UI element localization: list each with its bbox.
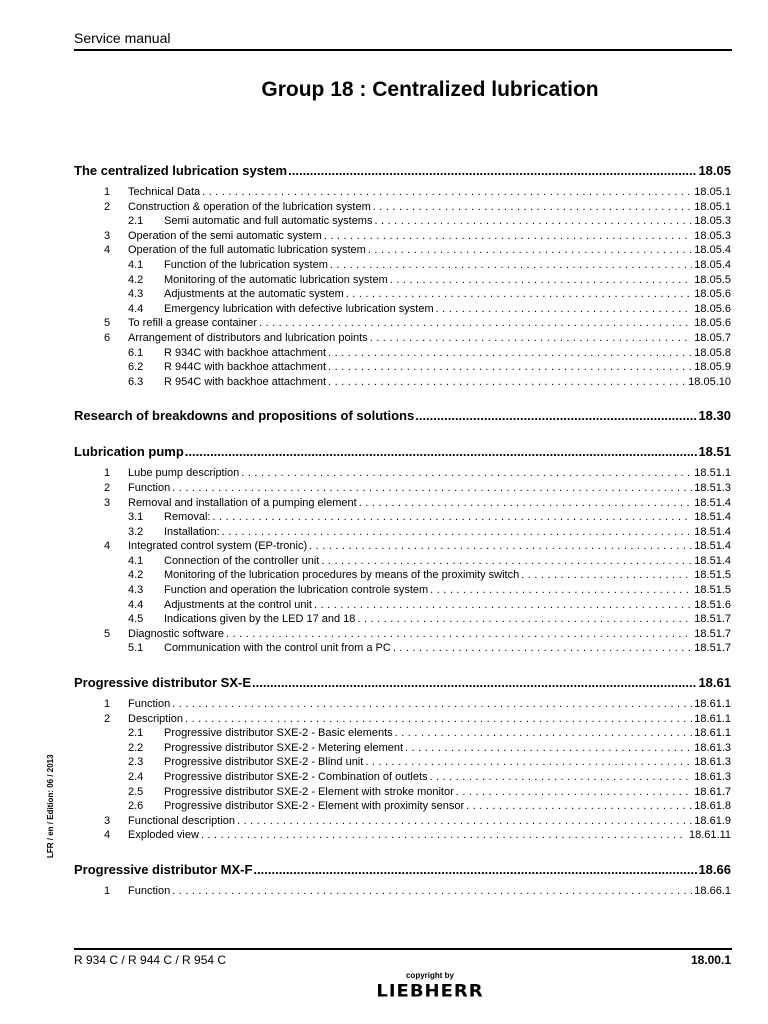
- dot-leader: [328, 375, 686, 390]
- toc-section: [74, 674, 731, 843]
- dot-leader: [321, 554, 692, 569]
- toc-entry-page: 18.61.3: [694, 741, 731, 754]
- toc-entry-title: Functional description: [128, 814, 236, 827]
- toc-entry[interactable]: [74, 481, 731, 496]
- dot-leader: [328, 346, 692, 361]
- toc-entry[interactable]: [74, 583, 731, 598]
- toc-entry-number: 3.1: [128, 511, 144, 524]
- toc-entry-page: 18.61.3: [694, 771, 731, 783]
- footer-rule: [74, 948, 732, 950]
- dot-leader: [185, 712, 692, 727]
- toc-entry-number: 5: [104, 627, 111, 640]
- toc-entry-page: 18.51.3: [694, 481, 731, 494]
- toc-entry-page: 18.05.6: [694, 302, 731, 315]
- toc-entry-title: Progressive distributor SXE-2 - Blind unit: [164, 756, 364, 769]
- dot-leader: [456, 785, 693, 800]
- dot-leader: [172, 884, 692, 899]
- dot-leader: [346, 287, 693, 302]
- toc-entry-title: Function: [128, 884, 171, 897]
- toc-entry-title: Description: [128, 712, 184, 725]
- toc-entry-page: 18.51.7: [694, 627, 731, 640]
- toc-entry-title: Lube pump description: [128, 467, 240, 480]
- toc-entry-number: 4.4: [128, 302, 144, 315]
- dot-leader: [395, 726, 693, 741]
- toc-entry-title: Adjustments at the automatic system: [164, 288, 344, 301]
- toc-entry-page: 18.05.4: [694, 244, 731, 257]
- toc-entry[interactable]: [74, 627, 731, 642]
- toc-entry-title: Integrated control system (EP-tronic): [128, 540, 308, 553]
- toc-entry-page: 18.05.1: [694, 200, 731, 213]
- toc-entry-number: 2.3: [128, 756, 144, 769]
- toc-entry-number: 3: [104, 229, 111, 242]
- toc-entry-title: Construction & operation of the lubrication system: [128, 200, 371, 213]
- toc-entry-title: Indications given by the LED 17 and 18: [164, 613, 356, 626]
- toc-entry-page: 18.51.5: [694, 584, 731, 597]
- toc-entry-number: 2.1: [128, 215, 144, 228]
- toc-entry-number: 4: [104, 244, 111, 257]
- toc-section: [74, 162, 731, 389]
- toc-entry-page: 18.05.10: [688, 375, 731, 388]
- toc-entry-title: To refill a grease container: [128, 317, 258, 330]
- dot-leader: [365, 755, 692, 770]
- toc-entry-number: 6.3: [128, 375, 144, 388]
- toc-entry-number: 1: [104, 698, 111, 711]
- toc-entry-number: 4.1: [128, 554, 144, 567]
- toc-section: [74, 407, 731, 425]
- toc-entry[interactable]: [74, 214, 731, 229]
- toc-entry-title: Progressive distributor SXE-2 - Element with stroke monitor: [164, 785, 454, 798]
- toc-entry-page: 18.51.4: [694, 525, 731, 538]
- toc-entry-number: 5: [104, 317, 111, 330]
- page-title: Group 18 : Centralized lubrication: [261, 78, 599, 101]
- toc-entry[interactable]: [74, 466, 731, 481]
- edition-note: LFR / en / Edition: 06 / 2013: [46, 754, 55, 858]
- toc-entry[interactable]: [74, 726, 731, 741]
- toc-entry-title: Arrangement of distributors and lubrication points: [128, 331, 368, 344]
- toc-section-heading[interactable]: [74, 162, 731, 180]
- toc-entry-title: Exploded view: [128, 829, 199, 842]
- toc-entry-page: 18.51.7: [694, 642, 731, 655]
- toc-entry-title: Diagnostic software: [128, 627, 224, 640]
- toc-entry-number: 4.3: [128, 584, 144, 597]
- dot-leader: [253, 861, 697, 879]
- dot-leader: [466, 799, 692, 814]
- dot-leader: [370, 331, 693, 346]
- toc-entry-title: Operation of the full automatic lubrication system: [128, 244, 366, 257]
- toc-entry-number: 2.1: [128, 727, 144, 740]
- toc-section-heading[interactable]: [74, 861, 731, 879]
- toc-entry[interactable]: [74, 770, 731, 785]
- toc-entry[interactable]: [74, 496, 731, 511]
- toc-entry-page: 18.51.4: [694, 496, 731, 509]
- toc-entry-number: 2.5: [128, 785, 144, 798]
- toc-entry-number: 4.3: [128, 288, 144, 301]
- toc-entry-title: Communication with the control unit from a PC: [164, 642, 391, 655]
- toc-entry[interactable]: [74, 525, 731, 540]
- dot-leader: [405, 741, 692, 756]
- dot-leader: [201, 828, 687, 843]
- toc-entry-number: 3: [104, 814, 111, 827]
- toc-section-heading[interactable]: [74, 407, 731, 425]
- dot-leader: [172, 697, 692, 712]
- toc-entry-number: 2.4: [128, 771, 144, 783]
- toc-entry-title: Function: [128, 698, 171, 711]
- toc-entry-title: Removal:: [164, 511, 211, 524]
- toc-entry-page: 18.61.8: [694, 800, 731, 813]
- toc-entry-number: 6.2: [128, 361, 144, 374]
- toc-entry-title: Installation:: [164, 525, 220, 538]
- toc-entry-page: 18.51.4: [694, 540, 731, 553]
- toc-entry[interactable]: [74, 360, 731, 375]
- dot-leader: [222, 525, 693, 540]
- dot-leader: [314, 598, 692, 613]
- toc-entry-page: 18.51.4: [694, 554, 731, 567]
- toc-entry-title: Progressive distributor SXE-2 - Combination of outlets: [164, 771, 428, 783]
- toc-entry-page: 18.61.7: [694, 785, 731, 798]
- toc-entry-page: 18.51.4: [694, 511, 731, 524]
- dot-leader: [368, 243, 692, 258]
- logo-text: LIEBHERR: [376, 981, 484, 1002]
- dot-leader: [259, 316, 692, 331]
- toc-entry[interactable]: [74, 185, 731, 200]
- toc-entry-title: R 944C with backhoe attachment: [164, 361, 327, 374]
- toc-entry-page: 18.51.6: [694, 598, 731, 611]
- toc-entry-page: 18.05.3: [694, 229, 731, 242]
- toc-entry-number: 2: [104, 481, 111, 494]
- dot-leader: [309, 539, 692, 554]
- toc-entry-page: 18.61.3: [694, 756, 731, 769]
- toc-entry[interactable]: [74, 612, 731, 627]
- toc-entry-number: 4.5: [128, 613, 144, 626]
- toc-entry-title: R 954C with backhoe attachment: [164, 375, 327, 388]
- toc-entry[interactable]: [74, 828, 731, 843]
- toc-entry-page: 18.05.6: [694, 288, 731, 301]
- dot-leader: [212, 510, 692, 525]
- dot-leader: [415, 407, 697, 425]
- toc-entry-title: Function of the lubrication system: [164, 258, 328, 271]
- toc-entry-page: 18.61.1: [694, 698, 731, 711]
- toc-entry-title: Adjustments at the control unit: [164, 598, 312, 611]
- dot-leader: [226, 627, 692, 642]
- dot-leader: [359, 496, 693, 511]
- dot-leader: [252, 674, 697, 692]
- toc-entry[interactable]: [74, 200, 731, 215]
- toc-entry-title: Function: [128, 481, 171, 494]
- table-of-contents: [74, 162, 731, 899]
- toc-entry[interactable]: [74, 539, 731, 554]
- dot-leader: [390, 273, 693, 288]
- toc-entry[interactable]: [74, 510, 731, 525]
- toc-entry-title: Emergency lubrication with defective lubrication system: [164, 302, 434, 315]
- dot-leader: [172, 481, 692, 496]
- toc-entry-title: R 934C with backhoe attachment: [164, 346, 327, 359]
- toc-entry-title: Progressive distributor SXE-2 - Metering element: [164, 741, 404, 754]
- toc-entry[interactable]: [74, 273, 731, 288]
- toc-entry[interactable]: [74, 884, 731, 899]
- copyright-text: copyright by: [405, 971, 454, 980]
- dot-leader: [202, 185, 692, 200]
- toc-entry-number: 4: [104, 829, 111, 842]
- footer-models: R 934 C / R 944 C / R 954 C: [74, 953, 227, 967]
- dot-leader: [185, 443, 698, 461]
- toc-section-page: 18.61: [698, 675, 731, 691]
- toc-entry-page: 18.05.9: [694, 361, 731, 374]
- toc-entry-page: 18.05.8: [694, 346, 731, 359]
- toc-entry-number: 1: [104, 186, 111, 198]
- toc-section-page: 18.30: [698, 408, 731, 424]
- toc-entry[interactable]: [74, 258, 731, 273]
- toc-entry[interactable]: [74, 814, 731, 829]
- toc-section-heading[interactable]: [74, 674, 731, 692]
- toc-section-title: Research of breakdowns and propositions of solutions: [74, 408, 415, 424]
- dot-leader: [436, 302, 693, 317]
- toc-entry[interactable]: [74, 302, 731, 317]
- toc-entry[interactable]: [74, 598, 731, 613]
- dot-leader: [328, 360, 692, 375]
- toc-entry-number: 2: [104, 200, 111, 213]
- toc-entry[interactable]: [74, 799, 731, 814]
- toc-entry-number: 1: [104, 884, 111, 897]
- toc-entry-title: Function and operation the lubrication controle system: [164, 584, 429, 597]
- toc-entry-page: 18.51.5: [694, 569, 731, 582]
- toc-entry-page: 18.05.4: [694, 258, 731, 271]
- toc-section: [74, 443, 731, 656]
- toc-entry[interactable]: [74, 741, 731, 756]
- toc-entry-number: 1: [104, 467, 111, 480]
- toc-entry[interactable]: [74, 287, 731, 302]
- dot-leader: [288, 162, 697, 180]
- toc-section-title: Progressive distributor MX-F: [74, 861, 253, 877]
- toc-section: [74, 861, 731, 899]
- toc-entry[interactable]: [74, 641, 731, 656]
- toc-entry[interactable]: [74, 785, 731, 800]
- toc-section-heading[interactable]: [74, 443, 731, 461]
- toc-entry-title: Semi automatic and full automatic systems: [164, 215, 373, 228]
- dot-leader: [357, 612, 692, 627]
- toc-entry-number: 4.2: [128, 569, 144, 582]
- toc-entry-page: 18.51.1: [694, 467, 731, 480]
- toc-entry-title: Removal and installation of a pumping element: [128, 496, 357, 509]
- toc-entry-page: 18.61.11: [688, 829, 731, 842]
- toc-entry-page: 18.05.7: [694, 331, 731, 344]
- toc-entry-number: 2.2: [128, 741, 144, 754]
- dot-leader: [324, 229, 692, 244]
- toc-entry-number: 3.2: [128, 525, 144, 538]
- toc-entry-number: 3: [104, 496, 111, 509]
- toc-entry-title: Connection of the controller unit: [164, 554, 320, 567]
- toc-entry[interactable]: [74, 554, 731, 569]
- toc-entry-page: 18.61.9: [694, 814, 731, 827]
- dot-leader: [241, 466, 692, 481]
- toc-entry-number: 4.4: [128, 598, 144, 611]
- dot-leader: [430, 770, 693, 785]
- toc-entry-number: 2: [104, 712, 111, 725]
- toc-section-title: Lubrication pump: [74, 444, 184, 460]
- toc-entry-title: Progressive distributor SXE-2 - Element with proximity sensor: [164, 800, 465, 813]
- toc-entry-title: Technical Data: [128, 186, 201, 198]
- toc-section-title: Progressive distributor SX-E: [74, 675, 251, 691]
- dot-leader: [374, 214, 692, 229]
- footer-page-number: 18.00.1: [690, 953, 731, 967]
- toc-entry-page: 18.66.1: [694, 884, 731, 897]
- toc-entry[interactable]: [74, 697, 731, 712]
- toc-entry-page: 18.05.5: [694, 273, 731, 286]
- toc-entry-number: 4: [104, 540, 111, 553]
- toc-entry-number: 6: [104, 331, 111, 344]
- toc-entry[interactable]: [74, 755, 731, 770]
- toc-entry[interactable]: [74, 346, 731, 361]
- toc-entry[interactable]: [74, 316, 731, 331]
- toc-entry-title: Monitoring of the lubrication procedures by means of the proximity switch: [164, 569, 520, 582]
- liebherr-logo: [0, 981, 768, 1002]
- toc-entry-page: 18.05.3: [694, 215, 731, 228]
- toc-entry[interactable]: [74, 229, 731, 244]
- toc-entry-page: 18.61.1: [694, 727, 731, 740]
- toc-entry-title: Monitoring of the automatic lubrication system: [164, 273, 388, 286]
- toc-entry-page: 18.51.7: [694, 613, 731, 626]
- toc-entry-page: 18.05.6: [694, 317, 731, 330]
- header-rule: [74, 49, 732, 51]
- dot-leader: [237, 814, 692, 829]
- toc-entry-number: 4.2: [128, 273, 144, 286]
- toc-entry-number: 4.1: [128, 258, 144, 271]
- toc-section-title: The centralized lubrication system: [74, 163, 288, 178]
- toc-section-page: 18.05: [698, 163, 731, 178]
- toc-entry-page: 18.61.1: [694, 712, 731, 725]
- toc-entry-page: 18.05.1: [694, 186, 731, 198]
- header-label: Service manual: [74, 30, 171, 46]
- dot-leader: [393, 641, 692, 656]
- toc-entry[interactable]: [74, 331, 731, 346]
- toc-entry[interactable]: [74, 243, 731, 258]
- toc-entry[interactable]: [74, 375, 731, 390]
- dot-leader: [521, 568, 692, 583]
- toc-section-page: 18.51: [698, 444, 731, 460]
- dot-leader: [330, 258, 692, 273]
- dot-leader: [373, 200, 693, 215]
- toc-entry-number: 6.1: [128, 346, 144, 359]
- toc-entry[interactable]: [74, 568, 731, 583]
- toc-entry-number: 2.6: [128, 800, 144, 813]
- toc-entry[interactable]: [74, 712, 731, 727]
- toc-entry-title: Operation of the semi automatic system: [128, 229, 322, 242]
- toc-entry-title: Progressive distributor SXE-2 - Basic elements: [164, 727, 393, 740]
- dot-leader: [430, 583, 692, 598]
- toc-entry-number: 5.1: [128, 642, 144, 655]
- toc-section-page: 18.66: [698, 861, 731, 877]
